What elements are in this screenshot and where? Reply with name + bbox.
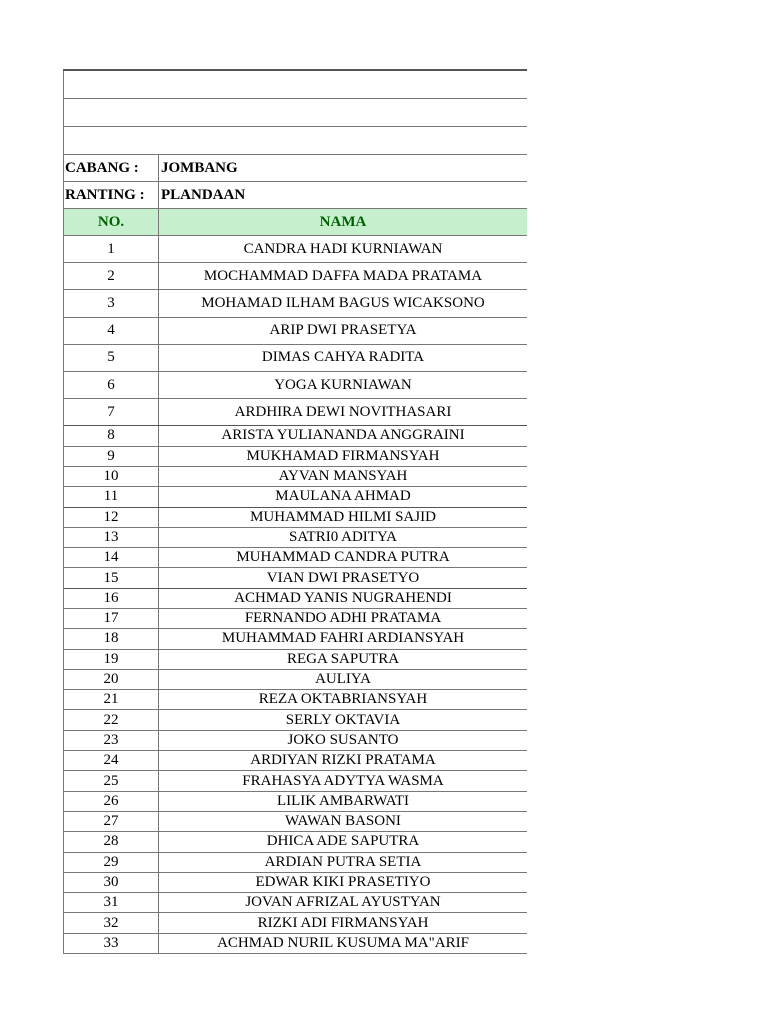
table-row — [63, 812, 527, 832]
table-row — [63, 528, 527, 548]
table-row — [63, 318, 527, 345]
table-row — [63, 934, 527, 954]
ranting-row — [63, 182, 527, 209]
table-row — [63, 629, 527, 649]
row-name: MUHAMMAD HILMI SAJID — [250, 508, 436, 525]
row-number: 1 — [64, 236, 159, 262]
table-row — [63, 751, 527, 771]
table-row — [63, 589, 527, 609]
row-number: 31 — [64, 893, 159, 912]
table-row — [63, 290, 527, 317]
table-row — [63, 609, 527, 629]
row-name: EDWAR KIKI PRASETIYO — [255, 873, 431, 890]
table-row — [63, 345, 527, 372]
table-row — [63, 913, 527, 933]
row-name: ARDIYAN RIZKI PRATAMA — [250, 752, 436, 769]
row-number: 2 — [64, 263, 159, 289]
table-row — [63, 873, 527, 893]
table-row — [63, 447, 527, 467]
row-number: 10 — [64, 467, 159, 486]
table-row — [63, 426, 527, 446]
row-name: WAWAN BASONI — [285, 813, 401, 830]
row-name: REGA SAPUTRA — [286, 650, 400, 667]
row-number: 26 — [64, 792, 159, 811]
table-row — [63, 236, 527, 263]
row-name: MUHAMMAD FAHRI ARDIANSYAH — [221, 630, 465, 647]
row-name: VIAN DWI PRASETYO — [266, 569, 420, 586]
blank-row-1 — [63, 71, 527, 99]
row-name: FRAHASYA ADYTYA WASMA — [242, 772, 444, 789]
row-name: ARIP DWI PRASETYA — [269, 322, 417, 339]
ranting-value: PLANDAAN — [161, 186, 246, 203]
row-name: FERNANDO ADHI PRATAMA — [244, 610, 442, 627]
row-name: DIMAS CAHYA RADITA — [261, 349, 425, 366]
table-row — [63, 487, 527, 507]
row-name: AULIYA — [315, 671, 371, 688]
row-number: 25 — [64, 771, 159, 790]
row-number: 27 — [64, 812, 159, 831]
spreadsheet-table — [63, 69, 527, 954]
row-number: 21 — [64, 690, 159, 709]
row-number: 4 — [64, 318, 159, 344]
row-number: 9 — [64, 447, 159, 466]
row-name: MOCHAMMAD DAFFA MADA PRATAMA — [203, 267, 483, 284]
table-row — [63, 467, 527, 487]
table-row — [63, 690, 527, 710]
row-number: 33 — [64, 934, 159, 953]
row-name: MUKHAMAD FIRMANSYAH — [246, 447, 440, 464]
row-number: 12 — [64, 508, 159, 527]
row-number: 29 — [64, 853, 159, 872]
table-row — [63, 263, 527, 290]
header-nama: NAMA — [319, 213, 367, 230]
table-row — [63, 548, 527, 568]
row-number: 15 — [64, 568, 159, 587]
row-name: SERLY OKTAVIA — [285, 711, 401, 728]
row-name: MOHAMAD ILHAM BAGUS WICAKSONO — [201, 294, 485, 311]
ranting-label: RANTING : — [64, 182, 159, 208]
row-number: 5 — [64, 345, 159, 371]
row-name: YOGA KURNIAWAN — [274, 376, 412, 393]
table-row — [63, 508, 527, 528]
table-row — [63, 372, 527, 399]
row-number: 18 — [64, 629, 159, 648]
row-number: 13 — [64, 528, 159, 547]
row-number: 32 — [64, 913, 159, 932]
row-number: 8 — [64, 426, 159, 445]
blank-row-3 — [63, 127, 527, 155]
table-row — [63, 853, 527, 873]
cabang-label: CABANG : — [64, 155, 159, 181]
row-name: SATRI0 ADITYA — [289, 528, 397, 545]
table-header — [63, 209, 527, 236]
table-row — [63, 792, 527, 812]
table-row — [63, 731, 527, 751]
row-number: 22 — [64, 710, 159, 729]
row-number: 19 — [64, 650, 159, 669]
table-row — [63, 670, 527, 690]
row-name: ARDHIRA DEWI NOVITHASARI — [234, 403, 452, 420]
row-number: 7 — [64, 399, 159, 425]
table-row — [63, 650, 527, 670]
row-number: 6 — [64, 372, 159, 398]
row-name: DHICA ADE SAPUTRA — [266, 833, 420, 850]
row-number: 16 — [64, 589, 159, 608]
row-name: CANDRA HADI KURNIAWAN — [243, 240, 443, 257]
blank-row-2 — [63, 99, 527, 127]
table-row — [63, 568, 527, 588]
row-name: JOVAN AFRIZAL AYUSTYAN — [245, 894, 441, 911]
row-number: 30 — [64, 873, 159, 892]
row-name: MUHAMMAD CANDRA PUTRA — [236, 549, 450, 566]
table-row — [63, 832, 527, 852]
row-name: JOKO SUSANTO — [287, 731, 399, 748]
row-name: ARDIAN PUTRA SETIA — [264, 853, 422, 870]
table-body — [63, 236, 527, 954]
header-no: NO. — [64, 209, 159, 235]
table-row — [63, 771, 527, 791]
row-number: 14 — [64, 548, 159, 567]
cabang-value: JOMBANG — [161, 159, 238, 176]
row-name: ACHMAD NURIL KUSUMA MA"ARIF — [217, 934, 469, 951]
row-number: 28 — [64, 832, 159, 851]
row-number: 11 — [64, 487, 159, 506]
row-number: 17 — [64, 609, 159, 628]
row-number: 23 — [64, 731, 159, 750]
cabang-row — [63, 155, 527, 182]
row-name: ACHMAD YANIS NUGRAHENDI — [234, 589, 452, 606]
row-name: ARISTA YULIANANDA ANGGRAINI — [221, 427, 465, 444]
table-row — [63, 399, 527, 426]
table-row — [63, 893, 527, 913]
row-name: RIZKI ADI FIRMANSYAH — [257, 914, 429, 931]
table-row — [63, 710, 527, 730]
row-number: 20 — [64, 670, 159, 689]
row-name: LILIK AMBARWATI — [276, 792, 410, 809]
row-name: AYVAN MANSYAH — [278, 468, 408, 485]
row-number: 24 — [64, 751, 159, 770]
row-name: REZA OKTABRIANSYAH — [258, 691, 428, 708]
row-number: 3 — [64, 290, 159, 316]
row-name: MAULANA AHMAD — [275, 488, 411, 505]
